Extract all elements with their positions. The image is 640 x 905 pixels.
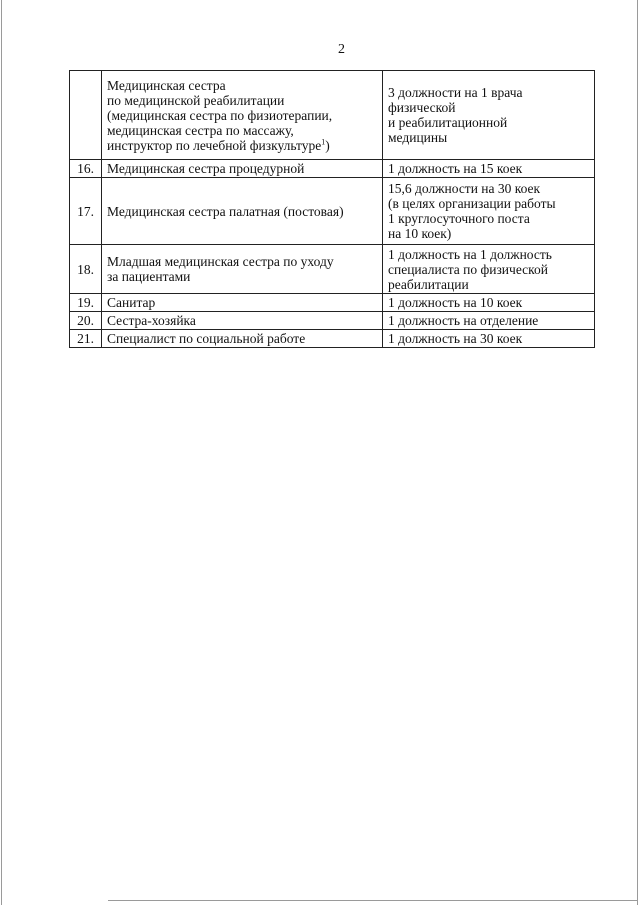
page-number: 2 bbox=[338, 42, 345, 57]
norm-cell: 15,6 должности на 30 коек (в целях организации работы 1 круглосуточного поста на 10 коек) bbox=[383, 178, 595, 245]
table-row bbox=[70, 330, 595, 348]
row-number bbox=[70, 71, 102, 160]
table-row bbox=[70, 71, 595, 160]
row-number: 19. bbox=[70, 294, 102, 312]
table-row bbox=[70, 160, 595, 178]
position-cell: Специалист по социальной работе bbox=[102, 330, 383, 348]
table-row bbox=[70, 245, 595, 294]
row-number: 16. bbox=[70, 160, 102, 178]
norm-cell: 3 должности на 1 врача физической и реабилитационной медицины bbox=[383, 71, 595, 160]
staffing-table bbox=[69, 70, 595, 348]
position-text-tail: ) bbox=[325, 137, 330, 153]
position-text: Медицинская сестра по медицинской реабилитации (медицинская сестра по физиотерапии, медицинская сестра по массажу, инструктор по лечебной физкультуре bbox=[107, 77, 333, 153]
norm-cell: 1 должность на 30 коек bbox=[383, 330, 595, 348]
row-number: 18. bbox=[70, 245, 102, 294]
row-number: 21. bbox=[70, 330, 102, 348]
page-edge-bottom bbox=[108, 900, 638, 901]
table-row bbox=[70, 312, 595, 330]
norm-cell: 1 должность на 15 коек bbox=[383, 160, 595, 178]
position-cell: Медицинская сестра процедурной bbox=[102, 160, 383, 178]
row-number: 20. bbox=[70, 312, 102, 330]
table-row bbox=[70, 294, 595, 312]
page-edge-left bbox=[1, 0, 2, 905]
position-cell: Сестра-хозяйка bbox=[102, 312, 383, 330]
position-cell: Младшая медицинская сестра по уходу за пациентами bbox=[102, 245, 383, 294]
position-cell bbox=[102, 71, 383, 160]
page-edge-right bbox=[637, 0, 638, 905]
norm-cell: 1 должность на 1 должность специалиста по физической реабилитации bbox=[383, 245, 595, 294]
position-cell: Медицинская сестра палатная (постовая) bbox=[102, 178, 383, 245]
norm-cell: 1 должность на 10 коек bbox=[383, 294, 595, 312]
footnote-marker: 1 bbox=[321, 137, 326, 146]
row-number: 17. bbox=[70, 178, 102, 245]
table-row bbox=[70, 178, 595, 245]
position-cell: Санитар bbox=[102, 294, 383, 312]
norm-cell: 1 должность на отделение bbox=[383, 312, 595, 330]
